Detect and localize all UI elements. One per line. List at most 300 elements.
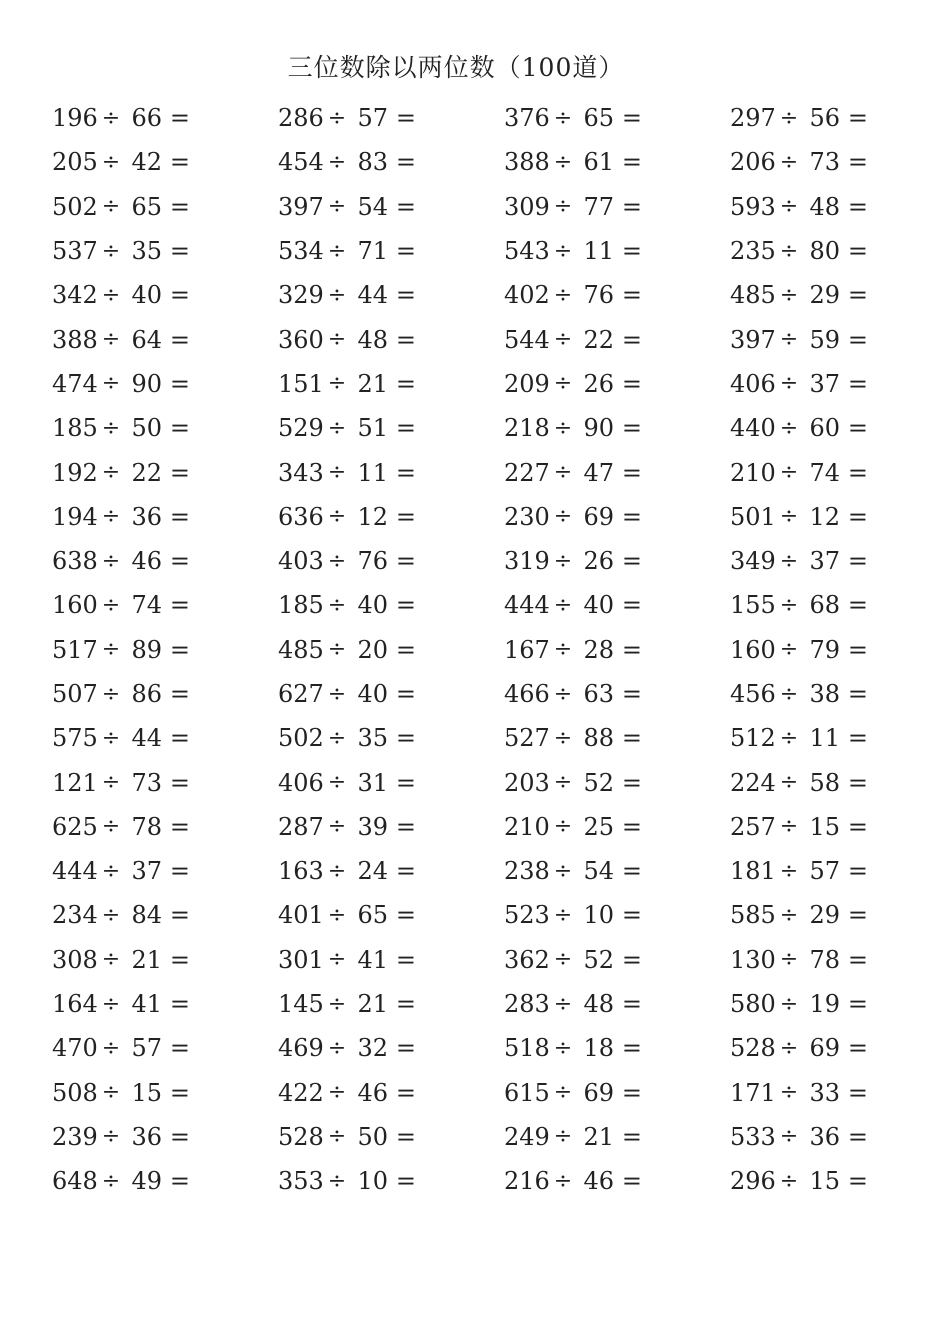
division-sign: ÷ bbox=[553, 282, 573, 308]
division-sign: ÷ bbox=[779, 947, 799, 973]
equals-sign: = bbox=[847, 458, 868, 487]
divisor: 44 bbox=[131, 724, 162, 753]
division-sign: ÷ bbox=[553, 238, 573, 264]
divisor: 26 bbox=[583, 369, 614, 398]
equals-sign: = bbox=[169, 148, 190, 177]
divisor: 36 bbox=[131, 502, 162, 531]
equals-sign: = bbox=[395, 237, 416, 266]
equals-sign: = bbox=[395, 281, 416, 310]
dividend: 296 bbox=[730, 1167, 776, 1196]
equals-sign: = bbox=[847, 680, 868, 708]
division-sign: ÷ bbox=[779, 282, 799, 308]
divisor: 22 bbox=[131, 458, 162, 487]
division-sign: ÷ bbox=[779, 592, 799, 618]
dividend: 155 bbox=[730, 591, 776, 620]
division-problem bbox=[730, 628, 912, 672]
dividend: 145 bbox=[278, 990, 324, 1019]
division-problem bbox=[52, 760, 278, 804]
division-problem bbox=[730, 1026, 912, 1070]
dividend: 287 bbox=[278, 812, 324, 841]
division-problem bbox=[278, 495, 504, 539]
dividend: 121 bbox=[52, 768, 98, 797]
division-sign: ÷ bbox=[101, 592, 121, 618]
division-problem bbox=[730, 406, 912, 450]
equals-sign: = bbox=[847, 724, 868, 753]
division-sign: ÷ bbox=[553, 725, 573, 751]
division-problem bbox=[730, 317, 912, 361]
division-problem bbox=[278, 273, 504, 317]
dividend: 456 bbox=[730, 680, 776, 708]
divisor: 68 bbox=[809, 591, 840, 620]
division-problem bbox=[730, 140, 912, 184]
divisor: 20 bbox=[357, 635, 388, 664]
dividend: 580 bbox=[730, 990, 776, 1019]
dividend: 171 bbox=[730, 1078, 776, 1107]
divisor: 65 bbox=[583, 104, 614, 133]
divisor: 65 bbox=[357, 901, 388, 930]
division-problem bbox=[730, 849, 912, 893]
division-sign: ÷ bbox=[327, 105, 347, 131]
division-problem bbox=[52, 1115, 278, 1159]
division-problem bbox=[278, 140, 504, 184]
equals-sign: = bbox=[169, 192, 190, 221]
dividend: 239 bbox=[52, 1122, 98, 1151]
equals-sign: = bbox=[621, 237, 642, 266]
division-problem bbox=[504, 1159, 730, 1203]
dividend: 205 bbox=[52, 148, 98, 177]
division-sign: ÷ bbox=[779, 681, 799, 707]
division-problem bbox=[730, 716, 912, 760]
equals-sign: = bbox=[169, 547, 190, 576]
dividend: 196 bbox=[52, 104, 98, 133]
divisor: 50 bbox=[357, 1122, 388, 1151]
divisor: 59 bbox=[809, 325, 840, 354]
equals-sign: = bbox=[169, 857, 190, 886]
division-problem bbox=[504, 273, 730, 317]
divisor: 52 bbox=[583, 945, 614, 974]
equals-sign: = bbox=[169, 414, 190, 443]
equals-sign: = bbox=[621, 990, 642, 1019]
equals-sign: = bbox=[847, 901, 868, 930]
division-sign: ÷ bbox=[779, 770, 799, 796]
division-sign: ÷ bbox=[101, 504, 121, 530]
division-sign: ÷ bbox=[101, 770, 121, 796]
division-problem bbox=[504, 362, 730, 406]
division-sign: ÷ bbox=[553, 1168, 573, 1194]
equals-sign: = bbox=[169, 724, 190, 753]
dividend: 181 bbox=[730, 857, 776, 886]
division-problem bbox=[504, 1026, 730, 1070]
dividend: 163 bbox=[278, 857, 324, 886]
divisor: 21 bbox=[131, 945, 162, 974]
division-problem bbox=[504, 805, 730, 849]
divisor: 73 bbox=[809, 148, 840, 177]
divisor: 41 bbox=[357, 945, 388, 974]
divisor: 60 bbox=[809, 414, 840, 443]
division-problem bbox=[52, 672, 278, 716]
division-sign: ÷ bbox=[779, 814, 799, 840]
division-sign: ÷ bbox=[327, 858, 347, 884]
divisor: 46 bbox=[131, 547, 162, 576]
division-sign: ÷ bbox=[779, 637, 799, 663]
dividend: 130 bbox=[730, 945, 776, 974]
equals-sign: = bbox=[395, 1167, 416, 1196]
division-problem bbox=[52, 450, 278, 494]
dividend: 402 bbox=[504, 281, 550, 310]
dividend: 309 bbox=[504, 192, 550, 221]
dividend: 308 bbox=[52, 945, 98, 974]
equals-sign: = bbox=[621, 281, 642, 310]
division-sign: ÷ bbox=[779, 415, 799, 441]
dividend: 343 bbox=[278, 458, 324, 487]
dividend: 160 bbox=[730, 635, 776, 664]
division-problem bbox=[504, 938, 730, 982]
equals-sign: = bbox=[621, 635, 642, 664]
equals-sign: = bbox=[621, 547, 642, 576]
equals-sign: = bbox=[621, 724, 642, 753]
equals-sign: = bbox=[847, 857, 868, 886]
equals-sign: = bbox=[169, 458, 190, 487]
division-sign: ÷ bbox=[101, 902, 121, 928]
equals-sign: = bbox=[847, 591, 868, 620]
division-problem bbox=[504, 1115, 730, 1159]
dividend: 444 bbox=[504, 591, 550, 620]
equals-sign: = bbox=[395, 901, 416, 930]
equals-sign: = bbox=[847, 104, 868, 133]
equals-sign: = bbox=[395, 1034, 416, 1063]
division-sign: ÷ bbox=[327, 415, 347, 441]
division-sign: ÷ bbox=[553, 592, 573, 618]
division-sign: ÷ bbox=[101, 460, 121, 486]
division-problem bbox=[730, 672, 912, 716]
equals-sign: = bbox=[395, 857, 416, 886]
divisor: 33 bbox=[809, 1078, 840, 1107]
division-sign: ÷ bbox=[553, 149, 573, 175]
divisor: 69 bbox=[809, 1034, 840, 1063]
division-sign: ÷ bbox=[327, 1035, 347, 1061]
divisor: 49 bbox=[131, 1167, 162, 1196]
division-sign: ÷ bbox=[101, 991, 121, 1017]
equals-sign: = bbox=[847, 768, 868, 797]
division-sign: ÷ bbox=[553, 327, 573, 353]
division-problem bbox=[278, 539, 504, 583]
dividend: 543 bbox=[504, 237, 550, 266]
equals-sign: = bbox=[395, 768, 416, 797]
divisor: 21 bbox=[357, 990, 388, 1019]
division-sign: ÷ bbox=[101, 149, 121, 175]
division-sign: ÷ bbox=[101, 725, 121, 751]
division-problem bbox=[730, 1115, 912, 1159]
dividend: 627 bbox=[278, 680, 324, 708]
equals-sign: = bbox=[847, 237, 868, 266]
divisor: 63 bbox=[583, 680, 614, 708]
divisor: 48 bbox=[583, 990, 614, 1019]
division-problem bbox=[504, 185, 730, 229]
division-sign: ÷ bbox=[101, 1124, 121, 1150]
divisor: 58 bbox=[809, 768, 840, 797]
dividend: 507 bbox=[52, 680, 98, 708]
dividend: 593 bbox=[730, 192, 776, 221]
equals-sign: = bbox=[621, 768, 642, 797]
divisor: 52 bbox=[583, 768, 614, 797]
dividend: 474 bbox=[52, 369, 98, 398]
divisor: 83 bbox=[357, 148, 388, 177]
division-sign: ÷ bbox=[779, 105, 799, 131]
division-sign: ÷ bbox=[101, 415, 121, 441]
division-problem bbox=[278, 317, 504, 361]
divisor: 80 bbox=[809, 237, 840, 266]
divisor: 77 bbox=[583, 192, 614, 221]
dividend: 210 bbox=[730, 458, 776, 487]
dividend: 444 bbox=[52, 857, 98, 886]
equals-sign: = bbox=[395, 812, 416, 841]
division-sign: ÷ bbox=[779, 1168, 799, 1194]
division-sign: ÷ bbox=[553, 814, 573, 840]
equals-sign: = bbox=[395, 1122, 416, 1151]
dividend: 319 bbox=[504, 547, 550, 576]
division-problem bbox=[730, 495, 912, 539]
division-sign: ÷ bbox=[553, 415, 573, 441]
division-problem bbox=[504, 849, 730, 893]
divisor: 32 bbox=[357, 1034, 388, 1063]
division-sign: ÷ bbox=[327, 327, 347, 353]
equals-sign: = bbox=[169, 591, 190, 620]
division-problem bbox=[52, 539, 278, 583]
division-problem bbox=[504, 716, 730, 760]
divisor: 26 bbox=[583, 547, 614, 576]
dividend: 648 bbox=[52, 1167, 98, 1196]
divisor: 56 bbox=[809, 104, 840, 133]
division-sign: ÷ bbox=[327, 194, 347, 220]
divisor: 15 bbox=[809, 812, 840, 841]
equals-sign: = bbox=[621, 901, 642, 930]
division-sign: ÷ bbox=[779, 902, 799, 928]
division-problem bbox=[278, 450, 504, 494]
divisor: 22 bbox=[583, 325, 614, 354]
divisor: 69 bbox=[583, 502, 614, 531]
dividend: 466 bbox=[504, 680, 550, 708]
division-problem bbox=[52, 1159, 278, 1203]
divisor: 90 bbox=[583, 414, 614, 443]
division-problem bbox=[278, 1071, 504, 1115]
division-sign: ÷ bbox=[779, 548, 799, 574]
division-problem bbox=[52, 229, 278, 273]
division-sign: ÷ bbox=[101, 1168, 121, 1194]
dividend: 257 bbox=[730, 812, 776, 841]
division-problem bbox=[504, 96, 730, 140]
division-problem bbox=[504, 982, 730, 1026]
equals-sign: = bbox=[395, 458, 416, 487]
division-problem bbox=[730, 760, 912, 804]
divisor: 57 bbox=[357, 104, 388, 133]
division-problem bbox=[504, 450, 730, 494]
division-sign: ÷ bbox=[553, 1080, 573, 1106]
dividend: 362 bbox=[504, 945, 550, 974]
division-problem bbox=[52, 893, 278, 937]
division-problem bbox=[52, 805, 278, 849]
division-sign: ÷ bbox=[553, 371, 573, 397]
equals-sign: = bbox=[847, 1034, 868, 1063]
equals-sign: = bbox=[847, 281, 868, 310]
divisor: 12 bbox=[357, 502, 388, 531]
equals-sign: = bbox=[847, 812, 868, 841]
divisor: 48 bbox=[357, 325, 388, 354]
division-sign: ÷ bbox=[779, 1035, 799, 1061]
dividend: 376 bbox=[504, 104, 550, 133]
division-sign: ÷ bbox=[779, 371, 799, 397]
divisor: 50 bbox=[131, 414, 162, 443]
divisor: 89 bbox=[131, 635, 162, 664]
divisor: 11 bbox=[809, 724, 840, 753]
division-sign: ÷ bbox=[101, 238, 121, 264]
equals-sign: = bbox=[169, 901, 190, 930]
equals-sign: = bbox=[395, 990, 416, 1019]
division-sign: ÷ bbox=[101, 947, 121, 973]
division-problem bbox=[504, 893, 730, 937]
division-problem bbox=[52, 317, 278, 361]
equals-sign: = bbox=[621, 369, 642, 398]
dividend: 585 bbox=[730, 901, 776, 930]
divisor: 29 bbox=[809, 281, 840, 310]
dividend: 517 bbox=[52, 635, 98, 664]
equals-sign: = bbox=[169, 680, 190, 708]
dividend: 469 bbox=[278, 1034, 324, 1063]
divisor: 10 bbox=[357, 1167, 388, 1196]
dividend: 636 bbox=[278, 502, 324, 531]
divisor: 37 bbox=[809, 369, 840, 398]
equals-sign: = bbox=[395, 591, 416, 620]
division-problem bbox=[52, 273, 278, 317]
divisor: 46 bbox=[583, 1167, 614, 1196]
page-title: 三位数除以两位数（100道） bbox=[287, 53, 625, 82]
division-sign: ÷ bbox=[101, 681, 121, 707]
dividend: 454 bbox=[278, 148, 324, 177]
divisor: 35 bbox=[357, 724, 388, 753]
division-sign: ÷ bbox=[327, 770, 347, 796]
divisor: 24 bbox=[357, 857, 388, 886]
dividend: 160 bbox=[52, 591, 98, 620]
division-sign: ÷ bbox=[553, 194, 573, 220]
dividend: 534 bbox=[278, 237, 324, 266]
dividend: 360 bbox=[278, 325, 324, 354]
division-sign: ÷ bbox=[553, 947, 573, 973]
division-sign: ÷ bbox=[101, 105, 121, 131]
equals-sign: = bbox=[169, 1078, 190, 1107]
division-problem bbox=[504, 406, 730, 450]
equals-sign: = bbox=[847, 990, 868, 1019]
equals-sign: = bbox=[847, 502, 868, 531]
divisor: 29 bbox=[809, 901, 840, 930]
division-problem bbox=[278, 406, 504, 450]
equals-sign: = bbox=[621, 591, 642, 620]
dividend: 164 bbox=[52, 990, 98, 1019]
division-sign: ÷ bbox=[327, 592, 347, 618]
division-sign: ÷ bbox=[553, 637, 573, 663]
equals-sign: = bbox=[169, 812, 190, 841]
division-sign: ÷ bbox=[327, 460, 347, 486]
equals-sign: = bbox=[395, 945, 416, 974]
division-sign: ÷ bbox=[779, 238, 799, 264]
division-sign: ÷ bbox=[101, 814, 121, 840]
equals-sign: = bbox=[621, 148, 642, 177]
division-problem bbox=[52, 140, 278, 184]
dividend: 227 bbox=[504, 458, 550, 487]
divisor: 38 bbox=[809, 680, 840, 708]
division-sign: ÷ bbox=[327, 371, 347, 397]
equals-sign: = bbox=[395, 325, 416, 354]
divisor: 54 bbox=[357, 192, 388, 221]
equals-sign: = bbox=[169, 325, 190, 354]
equals-sign: = bbox=[847, 945, 868, 974]
equals-sign: = bbox=[169, 1167, 190, 1196]
divisor: 44 bbox=[357, 281, 388, 310]
equals-sign: = bbox=[395, 635, 416, 664]
division-problem bbox=[278, 583, 504, 627]
equals-sign: = bbox=[395, 148, 416, 177]
divisor: 41 bbox=[131, 990, 162, 1019]
equals-sign: = bbox=[847, 635, 868, 664]
dividend: 527 bbox=[504, 724, 550, 753]
equals-sign: = bbox=[621, 945, 642, 974]
dividend: 329 bbox=[278, 281, 324, 310]
equals-sign: = bbox=[169, 635, 190, 664]
dividend: 406 bbox=[278, 768, 324, 797]
dividend: 349 bbox=[730, 547, 776, 576]
divisor: 78 bbox=[131, 812, 162, 841]
equals-sign: = bbox=[169, 237, 190, 266]
division-problem bbox=[730, 450, 912, 494]
division-sign: ÷ bbox=[779, 1080, 799, 1106]
dividend: 249 bbox=[504, 1122, 550, 1151]
division-problem bbox=[730, 1159, 912, 1203]
divisor: 21 bbox=[357, 369, 388, 398]
division-sign: ÷ bbox=[327, 725, 347, 751]
division-problem bbox=[52, 849, 278, 893]
dividend: 485 bbox=[730, 281, 776, 310]
equals-sign: = bbox=[169, 1122, 190, 1151]
divisor: 65 bbox=[131, 192, 162, 221]
dividend: 615 bbox=[504, 1078, 550, 1107]
division-sign: ÷ bbox=[101, 371, 121, 397]
equals-sign: = bbox=[169, 768, 190, 797]
equals-sign: = bbox=[395, 724, 416, 753]
divisor: 57 bbox=[131, 1034, 162, 1063]
equals-sign: = bbox=[847, 1122, 868, 1151]
divisor: 76 bbox=[357, 547, 388, 576]
divisor: 39 bbox=[357, 812, 388, 841]
division-problem bbox=[278, 1115, 504, 1159]
division-sign: ÷ bbox=[101, 1080, 121, 1106]
dividend: 422 bbox=[278, 1078, 324, 1107]
dividend: 537 bbox=[52, 237, 98, 266]
equals-sign: = bbox=[621, 325, 642, 354]
equals-sign: = bbox=[621, 502, 642, 531]
divisor: 37 bbox=[131, 857, 162, 886]
division-sign: ÷ bbox=[327, 681, 347, 707]
division-sign: ÷ bbox=[327, 238, 347, 264]
equals-sign: = bbox=[621, 857, 642, 886]
division-problem bbox=[504, 760, 730, 804]
division-problem bbox=[730, 583, 912, 627]
divisor: 71 bbox=[357, 237, 388, 266]
dividend: 203 bbox=[504, 768, 550, 797]
division-problem bbox=[730, 229, 912, 273]
division-sign: ÷ bbox=[327, 902, 347, 928]
division-problem bbox=[730, 273, 912, 317]
equals-sign: = bbox=[395, 502, 416, 531]
division-sign: ÷ bbox=[779, 194, 799, 220]
division-sign: ÷ bbox=[101, 1035, 121, 1061]
